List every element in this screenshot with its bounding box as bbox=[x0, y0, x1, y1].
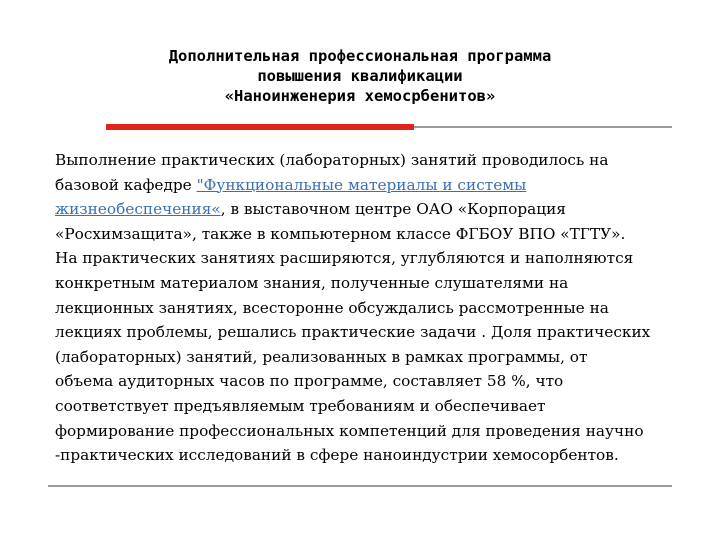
title-underline-gray bbox=[414, 126, 672, 128]
title-underline-red bbox=[106, 124, 414, 130]
body-line: лекционных занятиях, всесторонне обсуждались рассмотренные на bbox=[55, 298, 609, 317]
title-line-1: Дополнительная профессиональная программа bbox=[168, 47, 552, 65]
body-line: формирование профессиональных компетенций для проведения научно bbox=[55, 421, 644, 440]
footer-divider bbox=[48, 485, 672, 487]
slide-title bbox=[40, 46, 680, 106]
body-line: лекциях проблемы, решались практические задачи . Доля практических bbox=[55, 323, 651, 342]
body-line: (лабораторных) занятий, реализованных в рамках программы, от bbox=[55, 347, 588, 366]
body-line: -практических исследований в сфере наноиндустрии хемосорбентов. bbox=[55, 446, 619, 465]
body-line bbox=[55, 173, 685, 198]
title-line-2: повышения квалификации bbox=[257, 67, 463, 85]
body-text-segment: базовой кафедре bbox=[55, 175, 197, 194]
title-line-3: «Наноинженерия хемосрбенитов» bbox=[224, 87, 496, 105]
department-link[interactable]: "Функциональные материалы и системы bbox=[196, 175, 527, 194]
body-line: конкретным материалом знания, полученные слушателями на bbox=[55, 273, 569, 292]
body-paragraph bbox=[55, 148, 685, 468]
body-line: «Росхимзащита», также в компьютерном классе ФГБОУ ВПО «ТГТУ». bbox=[55, 224, 626, 243]
body-line: На практических занятиях расширяются, углубляются и наполняются bbox=[55, 249, 634, 268]
body-line: Выполнение практических (лабораторных) занятий проводилось на bbox=[55, 151, 609, 169]
body-line: соответствует предъявляемым требованиям и обеспечивает bbox=[55, 396, 546, 415]
body-text-segment: , в выставочном центре ОАО «Корпорация bbox=[220, 200, 566, 219]
department-link-continued[interactable]: жизнеобеспечения« bbox=[55, 200, 221, 219]
body-line: объема аудиторных часов по программе, составляет 58 %, что bbox=[55, 372, 564, 391]
body-line bbox=[55, 197, 685, 222]
